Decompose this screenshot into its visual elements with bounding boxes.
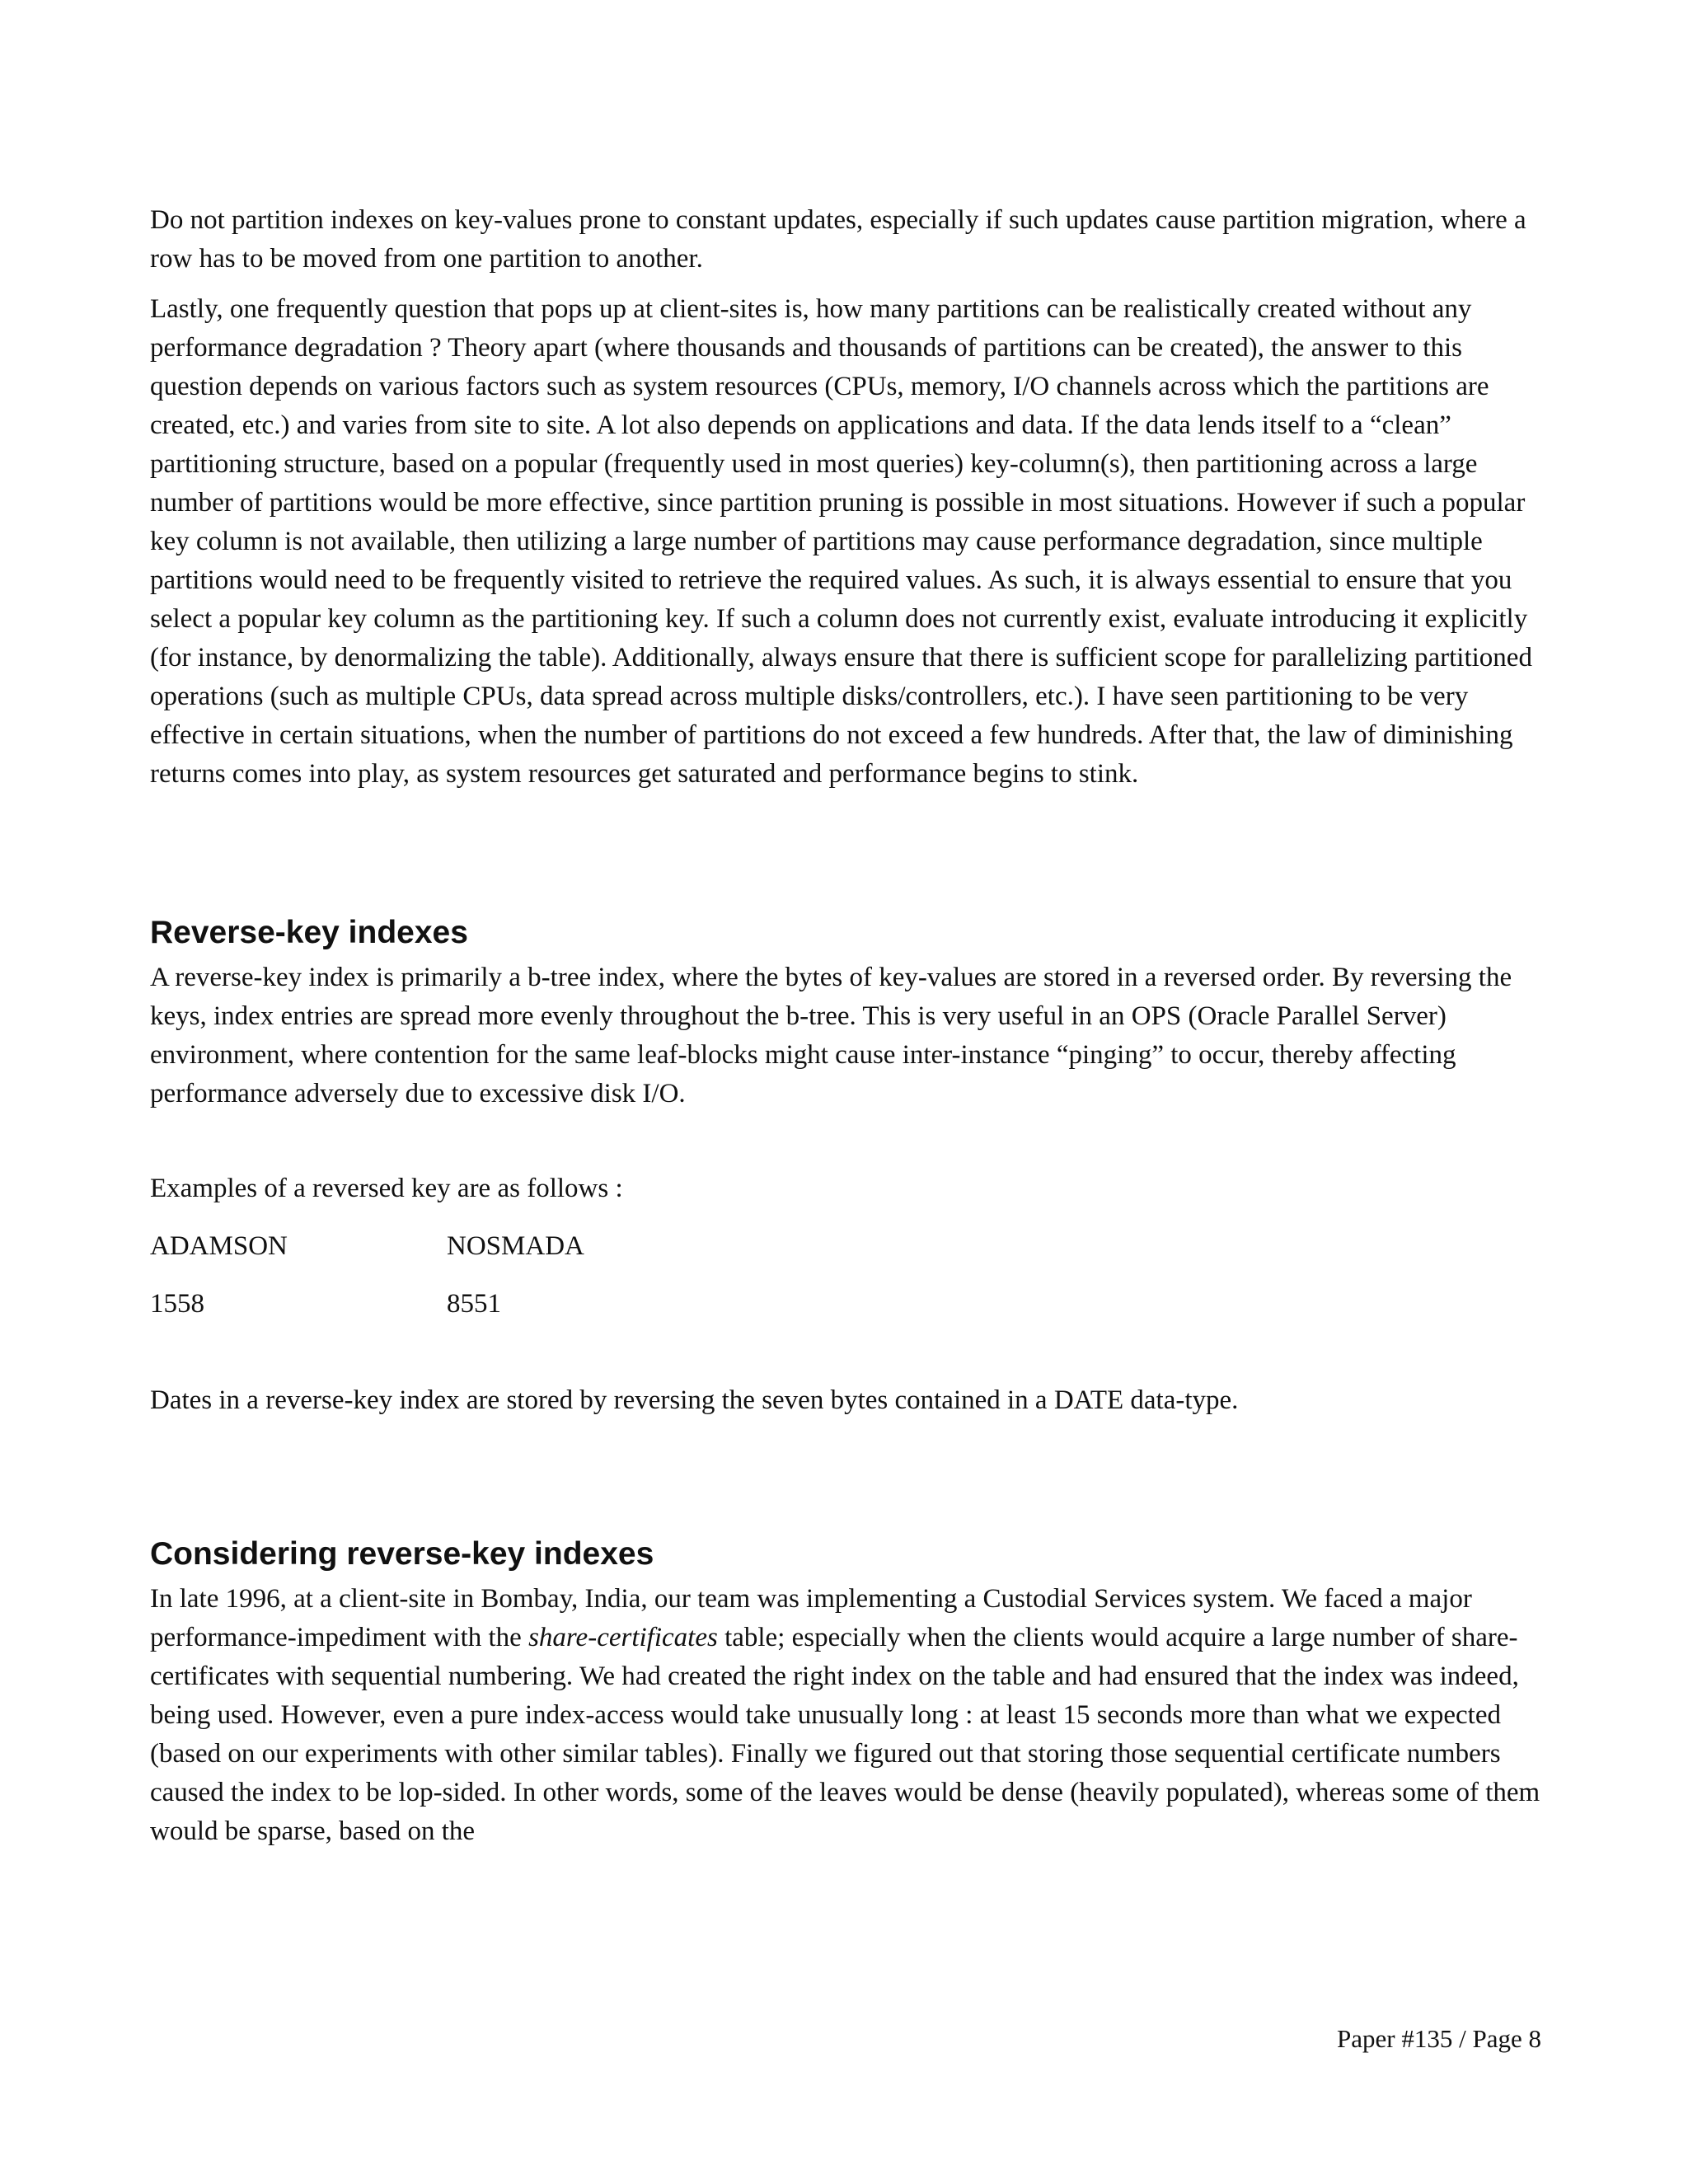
example-reversed: NOSMADA <box>447 1231 584 1261</box>
paragraph-custodial-case-study <box>150 1580 1551 1851</box>
heading-considering-reverse-key-indexes: Considering reverse-key indexes <box>150 1536 654 1572</box>
paragraph-partition-count: Lastly, one frequently question that pops up at client-sites is, how many partitions can be realistically created without any performance degradation ? Theory apart (where thousands and thousands of partitions can be created), the answer to this question depends on various factors such as system resources (CPUs, memory, I/O channels across which the partitions are created, etc.) and varies from site to site. A lot also depends on applications and data. If the data lends itself to a “clean” partitioning structure, based on a popular (frequently used in most queries) key-column(s), then partitioning across a large number of partitions would be more effective, since partition pruning is possible in most situations. However if such a popular key column is not available, then utilizing a large number of partitions may cause performance degradation, since multiple partitions would need to be frequently visited to retrieve the required values. As such, it is always essential to ensure that you select a popular key column as the partitioning key. If such a column does not currently exist, evaluate introducing it explicitly (for instance, by denormalizing the table). Additionally, always ensure that there is sufficient scope for parallelizing partitioned operations (such as multiple CPUs, data spread across multiple disks/controllers, etc.). I have seen partitioning to be very effective in certain situations, when the number of partitions do not exceed a few hundreds. After that, the law of diminishing returns comes into play, as system resources get saturated and performance begins to stink. <box>150 294 1532 789</box>
case-study-text-part-1: In late 1996, at a client-site in Bombay, India, our team was implementing a Custodial Services system. We faced a major performance-impediment with the <box>150 1584 1472 1652</box>
paragraph-reverse-key-definition: A reverse-key index is primarily a b-tree index, where the bytes of key-values are stored in a reversed order. By reversing the keys, index entries are spread more evenly throughout the b-tree. This is very useful in an OPS (Oracle Parallel Server) environment, where contention for the same leaf-blocks might cause inter-instance “pinging” to occur, thereby affecting performance adversely due to excessive disk I/O. <box>150 963 1512 1108</box>
case-study-table-name: share-certificates <box>528 1623 718 1652</box>
paragraph-examples-intro: Examples of a reversed key are as follows : <box>150 1174 623 1203</box>
paragraph-partition-updates: Do not partition indexes on key-values prone to constant updates, especially if such updates cause partition migration, where a row has to be moved from one partition to another. <box>150 205 1526 274</box>
example-row <box>150 1227 1551 1266</box>
document-page <box>150 201 1551 1851</box>
example-original: ADAMSON <box>150 1231 288 1261</box>
page-footer: Paper #135 / Page 8 <box>1337 2024 1541 2053</box>
case-study-text-part-2: table; especially when the clients would acquire a large number of share-certificates with sequential numbering. We had created the right index on the table and had ensured that the index was indeed, being used. However, even a pure index-access would take unusually long : at least 15 seconds more than what we expected (based on our experiments with other similar tables). Finally we figured out that storing those sequential certificate numbers caused the index to be lop-sided. In other words, some of the leaves would be dense (heavily populated), whereas some of them would be sparse, based on the <box>150 1623 1540 1846</box>
paragraph-dates-note: Dates in a reverse-key index are stored by reversing the seven bytes contained in a DATE data-type. <box>150 1385 1239 1415</box>
example-reversed: 8551 <box>447 1289 501 1319</box>
example-row <box>150 1285 1551 1324</box>
heading-reverse-key-indexes: Reverse-key indexes <box>150 915 468 950</box>
example-original: 1558 <box>150 1289 204 1319</box>
